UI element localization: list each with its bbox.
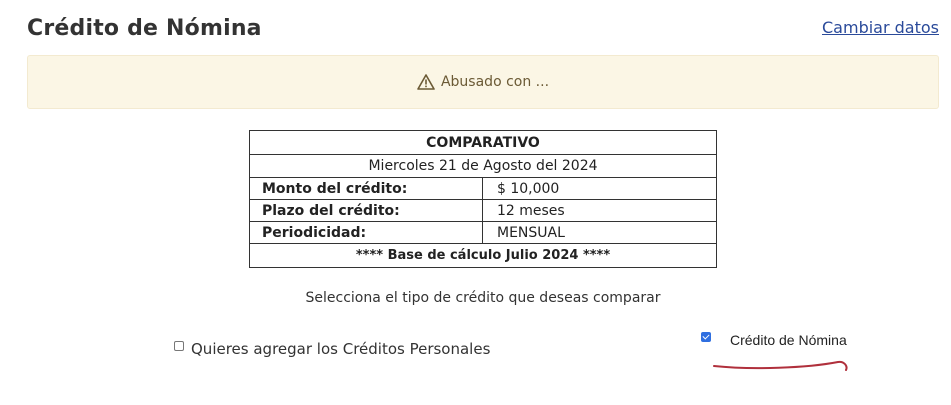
selection-instruction: Selecciona el tipo de crédito que deseas comparar — [305, 290, 661, 306]
term-value: 12 meses — [483, 200, 717, 222]
payroll-credit-checkbox[interactable] — [701, 332, 711, 342]
comparison-table — [249, 130, 717, 268]
personal-credits-option[interactable] — [174, 340, 490, 358]
table-footer: **** Base de cálculo Julio 2024 **** — [250, 244, 717, 268]
term-label: Plazo del crédito: — [250, 200, 483, 222]
table-row — [250, 200, 717, 222]
amount-label: Monto del crédito: — [250, 178, 483, 200]
alert-text: Abusado con ... — [440, 74, 550, 90]
change-data-link[interactable]: Cambiar datos — [822, 18, 939, 37]
table-row — [250, 178, 717, 200]
page-title: Crédito de Nómina — [27, 16, 262, 41]
warning-icon — [417, 74, 435, 90]
table-row — [250, 131, 717, 155]
alert-banner — [27, 55, 939, 109]
table-row — [250, 244, 717, 268]
table-row — [250, 155, 717, 178]
annotation-underline — [712, 358, 852, 378]
periodicity-label: Periodicidad: — [250, 222, 483, 244]
table-date: Miercoles 21 de Agosto del 2024 — [250, 155, 717, 178]
personal-credits-checkbox[interactable] — [174, 341, 184, 351]
amount-value: $ 10,000 — [483, 178, 717, 200]
payroll-credit-label: Crédito de Nómina — [730, 332, 847, 348]
personal-credits-label: Quieres agregar los Créditos Personales — [191, 340, 491, 358]
table-heading: COMPARATIVO — [250, 131, 717, 155]
periodicity-value: MENSUAL — [483, 222, 717, 244]
table-row — [250, 222, 717, 244]
payroll-credit-option[interactable] — [701, 332, 847, 348]
